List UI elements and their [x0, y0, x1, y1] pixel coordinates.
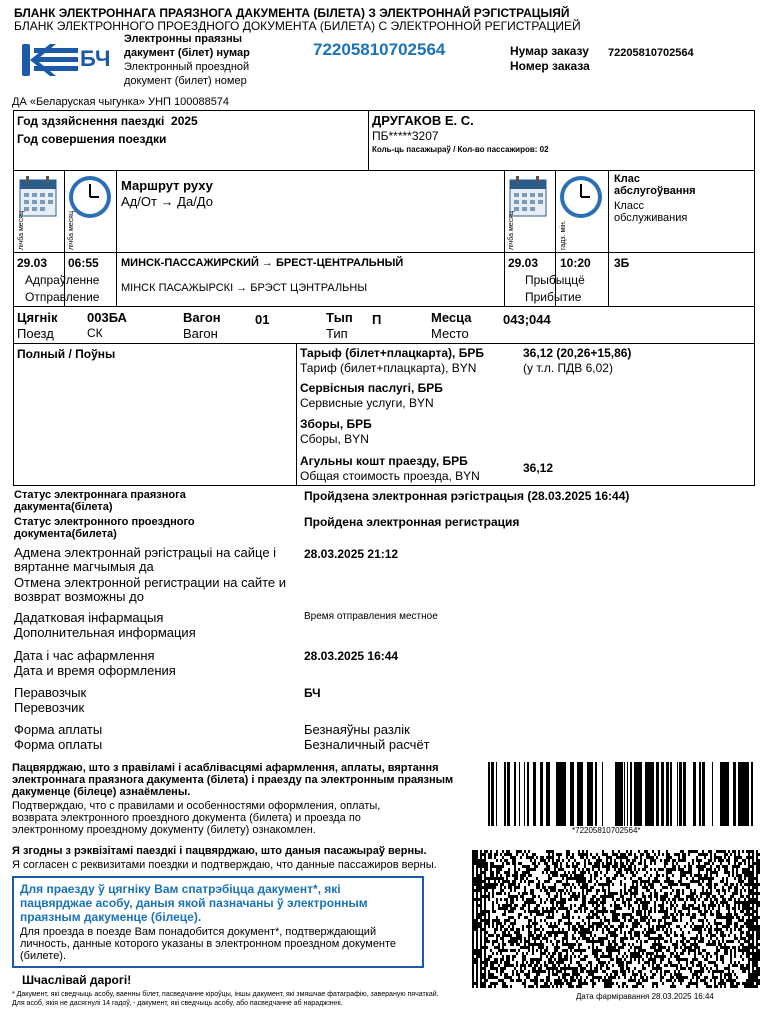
tariff-vat: (у т.л. ПДВ 6,02): [523, 361, 613, 375]
service-label-ru: Сервисные услуги, BYN: [300, 396, 434, 410]
title-by: БЛАНК ЭЛЕКТРОННАГА ПРАЯЗНОГА ДАКУМЕНТА (БІЛЕТА) З ЭЛЕКТРОННАЙ РЭГІСТРАЦЫЯЙ: [14, 6, 570, 20]
car-label-by: Вагон: [183, 310, 221, 325]
seat-label-ru: Место: [431, 326, 469, 341]
order-label-by: Нумар заказу: [510, 44, 589, 58]
barcode-formed: Дата фарміравання 28.03.2025 16:44: [576, 992, 714, 1001]
class-label-by: Клас абслугоўвання: [614, 173, 696, 197]
pdf417-barcode: [472, 850, 762, 988]
year-label-ru: Год совершения поездки: [17, 132, 167, 146]
fees-label-by: Зборы, БРБ: [300, 417, 372, 431]
route-label-by: Маршрут руху: [121, 178, 213, 193]
payment-value-by: Безнаяўны разлік: [304, 722, 410, 737]
fare-type: Полный / Поўны: [17, 347, 116, 361]
type-label-by: Тып: [326, 310, 353, 325]
tariff-label-ru: Тариф (билет+плацкарта), BYN: [300, 361, 477, 375]
rules-by: Пацвярджаю, што з правіламі і асаблівасцямі афармлення, аплаты, вяртання электроннага праязнога дакумента (білета) і праезду па электронным праязным дакуменце (білеце) азнаёмлены.: [12, 762, 454, 798]
passenger-doc: ПБ*****3207: [372, 129, 439, 143]
barcode-caption: *72205810702564*: [572, 826, 641, 835]
dep-date: 29.03: [17, 256, 48, 270]
route-label-ru: Ад/От → Да/До: [121, 194, 213, 209]
cancel-value: 28.03.2025 21:12: [304, 547, 399, 561]
route-ru: МИНСК-ПАССАЖИРСКИЙ → БРЕСТ-ЦЕНТРАЛЬНЫЙ: [121, 257, 404, 269]
title-ru: БЛАНК ЭЛЕКТРОННОГО ПРОЕЗДНОГО ДОКУМЕНТА (БИЛЕТА) С ЭЛЕКТРОННОЙ РЕГИСТРАЦИЕЙ: [14, 19, 581, 33]
goodbye: Шчаслівай дарогі!: [22, 973, 132, 987]
arr-label-by: Прыбыццё: [525, 273, 585, 287]
issued-label-ru: Дата и время оформления: [14, 663, 176, 678]
type-label-ru: Тип: [326, 326, 348, 341]
hour-min-label-arr: гадз. мін.: [560, 220, 567, 250]
notice-box: [12, 876, 424, 968]
tariff-label-by: Тарыф (білет+плацкарта), БРБ: [300, 346, 484, 360]
car-label-ru: Вагон: [183, 326, 218, 341]
status-label-by: Статус электроннага праязнога дакумента(білета): [14, 489, 186, 513]
issued-label-by: Дата і час афармлення: [14, 648, 155, 663]
extra-label-by: Дадатковая інфармацыя: [14, 610, 164, 625]
order-label-ru: Номер заказа: [510, 59, 590, 73]
year-label-by: Год здзяйснення паездкі 2025: [17, 114, 198, 128]
train-label-ru: Поезд: [17, 326, 54, 341]
arr-date: 29.03: [508, 256, 539, 270]
seat-label-by: Месца: [431, 310, 472, 325]
agree-ru: Я согласен с реквизитами поездки и подтверждаю, что данные пассажиров верны.: [12, 859, 437, 871]
arr-label-ru: Прибытие: [525, 290, 582, 304]
status-label-ru: Статус электронного проездного документа(билета): [14, 516, 195, 540]
dep-time: 06:55: [68, 256, 99, 270]
doc-label-by-2: дакумент (білет) нумар: [124, 47, 250, 59]
bch-logo: [20, 40, 116, 80]
extra-label-ru: Дополнительная информация: [14, 625, 196, 640]
class-label-ru: Класс обслуживания: [614, 200, 688, 224]
seat-value: 043;044: [503, 312, 551, 327]
train-type: СК: [87, 326, 103, 340]
ticket-table: [13, 110, 755, 486]
fees-label-ru: Сборы, BYN: [300, 432, 369, 446]
doc-label-ru-2: документ (билет) номер: [124, 75, 247, 87]
total-label-ru: Общая стоимость проезда, BYN: [300, 469, 480, 483]
tariff-value: 36,12 (20,26+15,86): [523, 346, 632, 360]
day-month-label: лічба месяц: [18, 211, 25, 250]
issued-value: 28.03.2025 16:44: [304, 649, 399, 663]
hour-min-label: лічба месяц: [68, 211, 75, 250]
passenger-name: ДРУГАКОВ Е. С.: [372, 113, 474, 128]
payment-value-ru: Безналичный расчёт: [304, 737, 430, 752]
cancel-label-ru: Отмена электронной регистрации на сайте и возврат возможны до: [14, 575, 287, 604]
carrier-value: БЧ: [304, 686, 321, 700]
extra-value: Время отправления местное: [304, 611, 438, 622]
car-number: 01: [255, 312, 270, 327]
logo-text: БЧ: [80, 46, 111, 71]
doc-number: 72205810702564: [313, 40, 446, 59]
notice-ru: Для проезда в поезде Вам понадобится документ*, подтверждающий личность, данные которого указаны в электронном проездном документе (билете).: [20, 926, 397, 962]
dep-label-ru: Отправление: [25, 290, 100, 304]
train-label-by: Цягнік: [17, 310, 58, 325]
year-value: 2025: [171, 114, 198, 128]
clock-icon: [558, 174, 604, 225]
carrier-label-ru: Перевозчик: [14, 700, 85, 715]
status-value-ru: Пройдена электронная регистрация: [304, 515, 520, 529]
doc-label-ru-1: Электронный проездной: [124, 61, 250, 73]
carrier-line: ДА «Беларуская чыгунка» УНП 100088574: [12, 96, 230, 108]
payment-label-by: Форма аплаты: [14, 722, 103, 737]
carrier-label-by: Перавозчык: [14, 685, 87, 700]
status-value-by: Пройдзена электронная рэгістрацыя (28.03.2025 16:44): [304, 489, 630, 503]
footnote-1: * Дакумент, які сведчыць асобу, ваенны білет, пасведчанне кіроўцы, іншы дакумент, які змяшчае фатаграфію, завераную пячаткай.: [12, 991, 439, 998]
service-label-by: Сервісныя паслугі, БРБ: [300, 381, 443, 395]
rules-ru: Подтверждаю, что с правилами и особенностями оформления, оплаты, возврата электронного проездного документа (билета) и проезда по электронному проездному документу (билету) ознакомлен.: [12, 800, 381, 836]
service-class: 3Б: [614, 256, 630, 270]
total-label-by: Агульны кошт праезду, БРБ: [300, 454, 468, 468]
passenger-count: Коль-ць пасажыраў / Кол-во пассажиров: 02: [372, 145, 549, 154]
route-by: МІНСК ПАСАЖЫРСКІ → БРЭСТ ЦЭНТРАЛЬНЫ: [121, 282, 368, 294]
order-number: 72205810702564: [608, 47, 694, 59]
footnote-2: Для асоб, якія не дасягнулі 14 гадоў, - дакумент, які сведчыць асобу, або пасведчанне аб нараджэнні.: [12, 1000, 343, 1007]
day-month-label-arr: лічба месяц: [508, 211, 515, 250]
doc-label-by-1: Электронны праязны: [124, 33, 242, 45]
agree-by: Я згодны з рэквізітамі паездкі і пацвярджаю, што даныя пасажыраў верны.: [12, 845, 427, 857]
type-value: П: [372, 312, 382, 327]
payment-label-ru: Форма оплаты: [14, 737, 103, 752]
linear-barcode: [488, 762, 756, 826]
notice-by: Для праезду ў цягніку Вам спатрэбіцца дакумент*, які пацвярджае асобу, даныя якой пазначаны ў электронным праязным дакуменце (білеце).: [20, 882, 368, 924]
dep-label-by: Адпраўленне: [25, 273, 100, 287]
cancel-label-by: Адмена электроннай рэгістрацыі на сайце і вяртанне магчымыя да: [14, 545, 277, 574]
total-value: 36,12: [523, 461, 554, 475]
train-number: 003БА: [87, 310, 127, 325]
arr-time: 10:20: [560, 256, 591, 270]
